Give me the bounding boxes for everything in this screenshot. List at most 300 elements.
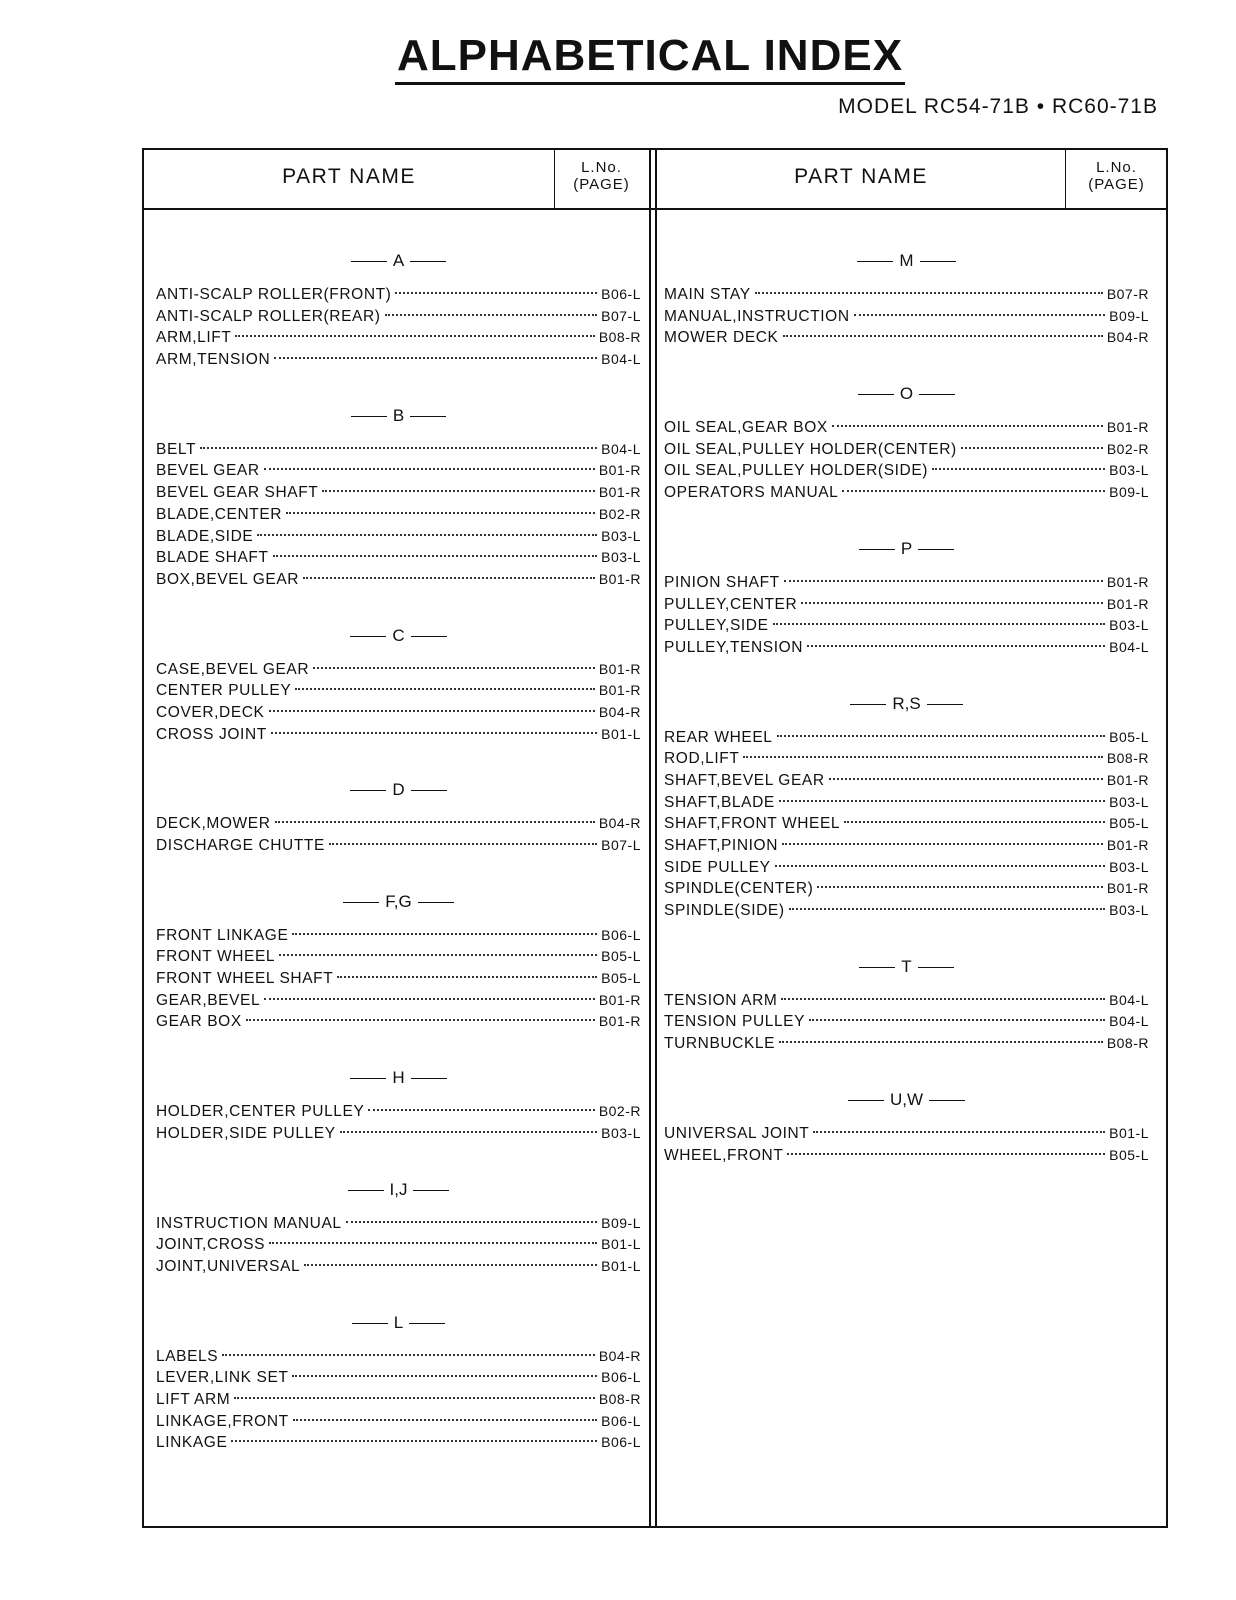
index-column-left	[156, 250, 641, 1488]
leader-dots	[932, 468, 1105, 470]
leader-dots	[801, 602, 1103, 604]
page-reference: B09-L	[1109, 307, 1149, 324]
leader-dots	[368, 1109, 594, 1111]
part-name: FRONT WHEEL	[156, 948, 276, 966]
section-heading	[156, 1312, 641, 1334]
leader-dots	[269, 710, 595, 712]
part-name: FRONT LINKAGE	[156, 926, 289, 944]
model-label: MODEL RC54-71B • RC60-71B	[838, 95, 1158, 118]
page-reference: B01-L	[601, 1257, 641, 1274]
heading-dash	[918, 549, 954, 550]
part-name: OIL SEAL,PULLEY HOLDER(CENTER)	[664, 440, 957, 458]
index-entry	[156, 1123, 641, 1145]
part-name: MOWER DECK	[664, 329, 779, 347]
leader-dots	[775, 865, 1106, 867]
section-letter: O	[899, 384, 914, 404]
index-entry	[664, 1033, 1149, 1055]
page-reference: B01-L	[601, 1236, 641, 1253]
leader-dots	[779, 1041, 1103, 1043]
index-entry	[664, 327, 1149, 349]
index-entry	[156, 702, 641, 724]
page-title	[0, 30, 1236, 85]
leader-dots	[264, 998, 595, 1000]
leader-dots	[235, 335, 594, 337]
part-name: BLADE,CENTER	[156, 505, 283, 523]
leader-dots	[286, 512, 595, 514]
page-reference: B01-R	[1106, 837, 1149, 853]
heading-dash	[848, 1100, 884, 1101]
page-reference: B03-L	[1109, 462, 1149, 479]
header-lno-line2: (PAGE)	[1088, 176, 1145, 193]
index-section	[156, 1179, 641, 1278]
section-letter: U,W	[889, 1089, 924, 1109]
page-reference: B04-R	[598, 1347, 641, 1364]
part-name: BLADE,SIDE	[156, 527, 254, 545]
heading-dash	[343, 902, 379, 903]
index-entry	[664, 1145, 1149, 1167]
leader-dots	[273, 555, 598, 557]
index-section	[664, 538, 1149, 659]
leader-dots	[304, 1264, 597, 1266]
leader-dots	[271, 732, 597, 734]
column-divider	[649, 150, 651, 1526]
part-name: PINION SHAFT	[664, 573, 780, 591]
page-reference: B01-R	[1106, 771, 1149, 788]
leader-dots	[787, 1153, 1105, 1155]
index-entry	[156, 1411, 641, 1433]
section-letter: F,G	[385, 891, 412, 911]
leader-dots	[246, 1019, 595, 1021]
index-entry	[664, 417, 1149, 439]
part-name: SHAFT,FRONT WHEEL	[664, 815, 841, 833]
leader-dots	[783, 335, 1103, 337]
part-name: CASE,BEVEL GEAR	[156, 660, 310, 678]
index-entry	[156, 835, 641, 857]
header-lno-line1: L.No.	[1096, 159, 1137, 176]
index-section	[156, 250, 641, 371]
part-name: TENSION PULLEY	[664, 1013, 806, 1031]
index-entry	[156, 306, 641, 328]
index-section	[156, 405, 641, 591]
leader-dots	[817, 886, 1102, 888]
index-section	[664, 383, 1149, 504]
page-reference: B02-R	[598, 505, 641, 522]
index-entry	[664, 1123, 1149, 1145]
page-reference: B01-R	[1106, 419, 1149, 436]
heading-dash	[352, 1323, 388, 1324]
leader-dots	[295, 688, 595, 690]
part-name: COVER,DECK	[156, 703, 265, 721]
index-entry	[156, 547, 641, 569]
leader-dots	[961, 447, 1103, 449]
part-name: PULLEY,SIDE	[664, 617, 769, 635]
leader-dots	[777, 735, 1106, 737]
index-table	[142, 148, 1168, 1528]
page-reference: B01-R	[1106, 573, 1149, 590]
leader-dots	[779, 800, 1105, 802]
leader-dots	[200, 447, 597, 449]
part-name: LEVER,LINK SET	[156, 1369, 289, 1387]
leader-dots	[773, 623, 1106, 625]
index-entry	[156, 1256, 641, 1278]
index-entry	[664, 572, 1149, 594]
index-entry	[664, 770, 1149, 792]
part-name: BLADE SHAFT	[156, 549, 269, 567]
heading-dash	[411, 1078, 447, 1079]
section-heading	[156, 1179, 641, 1201]
index-entry	[664, 900, 1149, 922]
page-reference: B02-R	[1106, 440, 1149, 457]
section-heading	[156, 891, 641, 913]
heading-dash	[413, 1190, 449, 1191]
leader-dots	[854, 314, 1106, 316]
part-name: ANTI-SCALP ROLLER(REAR)	[156, 307, 381, 325]
index-section	[156, 1312, 641, 1454]
leader-dots	[269, 1242, 597, 1244]
column-divider	[655, 150, 657, 1526]
section-heading	[156, 405, 641, 427]
section-letter: A	[392, 251, 405, 270]
page-reference: B07-R	[1106, 286, 1149, 302]
part-name: PULLEY,CENTER	[664, 595, 798, 613]
section-letter: D	[392, 780, 405, 800]
leader-dots	[322, 490, 594, 492]
part-name: BEVEL GEAR SHAFT	[156, 484, 319, 502]
leader-dots	[274, 357, 597, 359]
part-name: CROSS JOINT	[156, 725, 267, 743]
heading-dash	[859, 967, 895, 968]
section-letter: R,S	[892, 693, 921, 713]
part-name: GEAR,BEVEL	[156, 991, 261, 1009]
leader-dots	[842, 490, 1105, 492]
index-entry	[156, 968, 641, 990]
index-entry	[664, 637, 1149, 659]
leader-dots	[292, 1375, 597, 1377]
part-name: HOLDER,SIDE PULLEY	[156, 1124, 336, 1142]
part-name: BOX,BEVEL GEAR	[156, 570, 300, 588]
part-name: OIL SEAL,PULLEY HOLDER(SIDE)	[664, 462, 929, 480]
index-entry	[156, 460, 641, 482]
index-section	[156, 891, 641, 1033]
page-reference: B04-L	[1109, 1013, 1149, 1030]
part-name: LINKAGE,FRONT	[156, 1412, 289, 1430]
heading-dash	[859, 549, 895, 550]
leader-dots	[807, 645, 1105, 647]
index-entry	[156, 482, 641, 504]
page-reference: B05-L	[601, 970, 641, 987]
part-name: MAIN STAY	[664, 286, 751, 303]
page-reference: B03-L	[1109, 793, 1149, 810]
leader-dots	[293, 1419, 597, 1421]
page-reference: B04-R	[598, 703, 641, 720]
page-reference: B05-L	[1109, 815, 1149, 832]
leader-dots	[231, 1440, 597, 1442]
part-name: JOINT,CROSS	[156, 1236, 266, 1254]
heading-dash	[409, 1323, 445, 1324]
leader-dots	[809, 1019, 1105, 1021]
section-letter: L	[393, 1312, 404, 1332]
part-name: ANTI-SCALP ROLLER(FRONT)	[156, 286, 392, 303]
section-letter: H	[392, 1068, 405, 1088]
index-entry	[156, 1389, 641, 1411]
index-entry	[156, 990, 641, 1012]
heading-dash	[411, 636, 447, 637]
index-entry	[156, 1346, 641, 1368]
heading-dash	[418, 902, 454, 903]
part-name: INSTRUCTION MANUAL	[156, 1214, 342, 1232]
part-name: OIL SEAL,GEAR BOX	[664, 419, 828, 437]
leader-dots	[346, 1221, 598, 1223]
page-reference: B03-L	[1109, 617, 1149, 634]
leader-dots	[292, 933, 597, 935]
page-reference: B01-R	[1106, 595, 1149, 612]
section-letter: B	[392, 405, 405, 425]
heading-dash	[348, 1190, 384, 1191]
leader-dots	[832, 425, 1103, 427]
leader-dots	[337, 976, 597, 978]
index-entry	[156, 946, 641, 968]
index-entry	[156, 1101, 641, 1123]
page-reference: B03-L	[601, 527, 641, 544]
page-reference: B03-L	[601, 1124, 641, 1141]
page-reference: B01-R	[598, 991, 641, 1008]
leader-dots	[829, 778, 1103, 780]
page-reference: B04-L	[1109, 638, 1149, 655]
part-name: TURNBUCKLE	[664, 1035, 776, 1053]
part-name: TENSION ARM	[664, 991, 778, 1009]
heading-dash	[351, 261, 387, 262]
page-reference: B01-R	[598, 660, 641, 677]
index-entry	[664, 748, 1149, 770]
leader-dots	[340, 1131, 598, 1133]
page-reference: B01-R	[598, 462, 641, 479]
section-letter: T	[901, 956, 912, 976]
section-heading	[156, 625, 641, 647]
heading-dash	[350, 1078, 386, 1079]
part-name: SHAFT,BLADE	[664, 793, 775, 811]
part-name: GEAR BOX	[156, 1013, 242, 1031]
section-letter: C	[392, 625, 405, 645]
heading-dash	[858, 394, 894, 395]
page-reference: B01-R	[598, 484, 641, 501]
leader-dots	[844, 821, 1105, 823]
page-reference: B01-R	[598, 570, 641, 587]
heading-dash	[920, 261, 956, 262]
leader-dots	[781, 998, 1105, 1000]
page-reference: B01-L	[601, 725, 641, 742]
header-part-name-right: PART NAME	[794, 165, 928, 188]
part-name: BELT	[156, 440, 197, 458]
page-reference: B04-R	[1106, 329, 1149, 346]
part-name: DECK,MOWER	[156, 815, 271, 833]
section-heading	[664, 956, 1149, 978]
index-entry	[156, 569, 641, 591]
page-title-text: ALPHABETICAL INDEX	[395, 30, 905, 85]
page-reference: B08-R	[1106, 1035, 1149, 1052]
leader-dots	[755, 292, 1103, 294]
leader-dots	[303, 577, 595, 579]
page-reference: B06-L	[601, 1369, 641, 1386]
section-heading	[664, 538, 1149, 560]
leader-dots	[257, 534, 597, 536]
page-reference: B01-R	[598, 1013, 641, 1030]
page-reference: B07-L	[601, 307, 641, 324]
leader-dots	[784, 580, 1103, 582]
section-heading	[156, 250, 641, 272]
section-letter: M	[899, 251, 914, 270]
index-entry	[664, 835, 1149, 857]
part-name: SHAFT,BEVEL GEAR	[664, 771, 825, 789]
part-name: MANUAL,INSTRUCTION	[664, 307, 850, 325]
section-heading	[156, 1067, 641, 1089]
heading-dash	[918, 967, 954, 968]
index-entry	[156, 327, 641, 349]
page-reference: B08-R	[598, 1390, 641, 1407]
index-entry	[156, 1011, 641, 1033]
leader-dots	[782, 843, 1103, 845]
page-reference: B02-R	[598, 1103, 641, 1120]
heading-dash	[351, 416, 387, 417]
part-name: SPINDLE(SIDE)	[664, 902, 785, 920]
page-reference: B06-L	[601, 1434, 641, 1451]
part-name: WHEEL,FRONT	[664, 1146, 784, 1164]
page-reference: B06-L	[601, 926, 641, 943]
header-lno-right	[1065, 159, 1168, 193]
part-name: SHAFT,PINION	[664, 837, 778, 854]
section-heading	[664, 693, 1149, 715]
index-entry	[664, 306, 1149, 328]
page-reference: B03-L	[1109, 858, 1149, 875]
part-name: ARM,LIFT	[156, 329, 232, 347]
leader-dots	[264, 468, 595, 470]
page-reference: B04-R	[598, 815, 641, 832]
index-entry	[664, 284, 1149, 306]
index-section	[664, 250, 1149, 349]
header-lno-left	[554, 159, 649, 193]
index-entry	[156, 1367, 641, 1389]
index-entry	[156, 284, 641, 306]
index-entry	[156, 724, 641, 746]
part-name: FRONT WHEEL SHAFT	[156, 970, 334, 988]
page-reference: B08-R	[1106, 750, 1149, 767]
leader-dots	[279, 954, 597, 956]
index-entry	[156, 680, 641, 702]
index-entry	[664, 1011, 1149, 1033]
page-reference: B05-L	[1109, 1146, 1149, 1163]
section-heading	[664, 383, 1149, 405]
part-name: PULLEY,TENSION	[664, 638, 804, 656]
index-entry	[156, 504, 641, 526]
index-section	[156, 625, 641, 746]
heading-dash	[857, 261, 893, 262]
index-entry	[156, 1432, 641, 1454]
index-entry	[664, 460, 1149, 482]
index-entry	[664, 792, 1149, 814]
index-entry	[156, 1213, 641, 1235]
leader-dots	[222, 1354, 595, 1356]
part-name: BEVEL GEAR	[156, 462, 260, 480]
heading-dash	[410, 416, 446, 417]
index-entry	[156, 659, 641, 681]
section-heading	[664, 1089, 1149, 1111]
heading-dash	[350, 790, 386, 791]
page-reference: B04-L	[601, 440, 641, 457]
heading-dash	[850, 704, 886, 705]
index-section	[156, 779, 641, 856]
part-name: SPINDLE(CENTER)	[664, 880, 814, 898]
index-section	[156, 1067, 641, 1144]
part-name: SIDE PULLEY	[664, 858, 771, 876]
section-heading	[664, 250, 1149, 272]
page-reference: B03-L	[1109, 902, 1149, 919]
part-name: CENTER PULLEY	[156, 682, 292, 700]
page-reference: B04-L	[1109, 991, 1149, 1008]
page-reference: B05-L	[1109, 728, 1149, 745]
index-entry	[664, 813, 1149, 835]
index-entry	[664, 439, 1149, 461]
index-entry	[664, 727, 1149, 749]
index-entry	[664, 594, 1149, 616]
part-name: OPERATORS MANUAL	[664, 484, 839, 502]
leader-dots	[329, 843, 597, 845]
part-name: LINKAGE	[156, 1434, 228, 1452]
leader-dots	[234, 1397, 595, 1399]
page-reference: B06-L	[601, 286, 641, 302]
index-entry	[156, 925, 641, 947]
leader-dots	[813, 1131, 1105, 1133]
leader-dots	[743, 756, 1102, 758]
index-column-right	[664, 250, 1149, 1200]
leader-dots	[385, 314, 598, 316]
index-entry	[664, 857, 1149, 879]
part-name: LABELS	[156, 1347, 219, 1365]
part-name: ROD,LIFT	[664, 750, 740, 768]
page-reference: B04-L	[601, 351, 641, 368]
heading-dash	[929, 1100, 965, 1101]
page-reference: B01-R	[598, 682, 641, 699]
index-entry	[156, 526, 641, 548]
page-reference: B01-R	[1106, 880, 1149, 897]
leader-dots	[395, 292, 597, 294]
page-reference: B06-L	[601, 1412, 641, 1429]
leader-dots	[275, 821, 595, 823]
heading-dash	[927, 704, 963, 705]
part-name: ARM,TENSION	[156, 351, 271, 369]
index-entry	[156, 349, 641, 371]
index-entry	[664, 990, 1149, 1012]
section-letter: I,J	[389, 1179, 408, 1199]
index-section	[664, 956, 1149, 1055]
part-name: HOLDER,CENTER PULLEY	[156, 1103, 365, 1121]
leader-dots	[313, 667, 595, 669]
index-entry	[664, 482, 1149, 504]
page-reference: B05-L	[601, 948, 641, 965]
page-reference: B09-L	[1109, 484, 1149, 501]
part-name: DISCHARGE CHUTTE	[156, 837, 325, 854]
index-entry	[664, 878, 1149, 900]
index-entry	[664, 615, 1149, 637]
index-section	[664, 693, 1149, 922]
header-lno-line2: (PAGE)	[573, 176, 630, 193]
part-name: UNIVERSAL JOINT	[664, 1124, 810, 1142]
leader-dots	[789, 908, 1106, 910]
part-name: REAR WHEEL	[664, 728, 773, 746]
heading-dash	[410, 261, 446, 262]
header-part-name-left: PART NAME	[282, 165, 416, 188]
page-reference: B03-L	[601, 549, 641, 566]
part-name: LIFT ARM	[156, 1390, 231, 1408]
page-reference: B09-L	[601, 1214, 641, 1231]
